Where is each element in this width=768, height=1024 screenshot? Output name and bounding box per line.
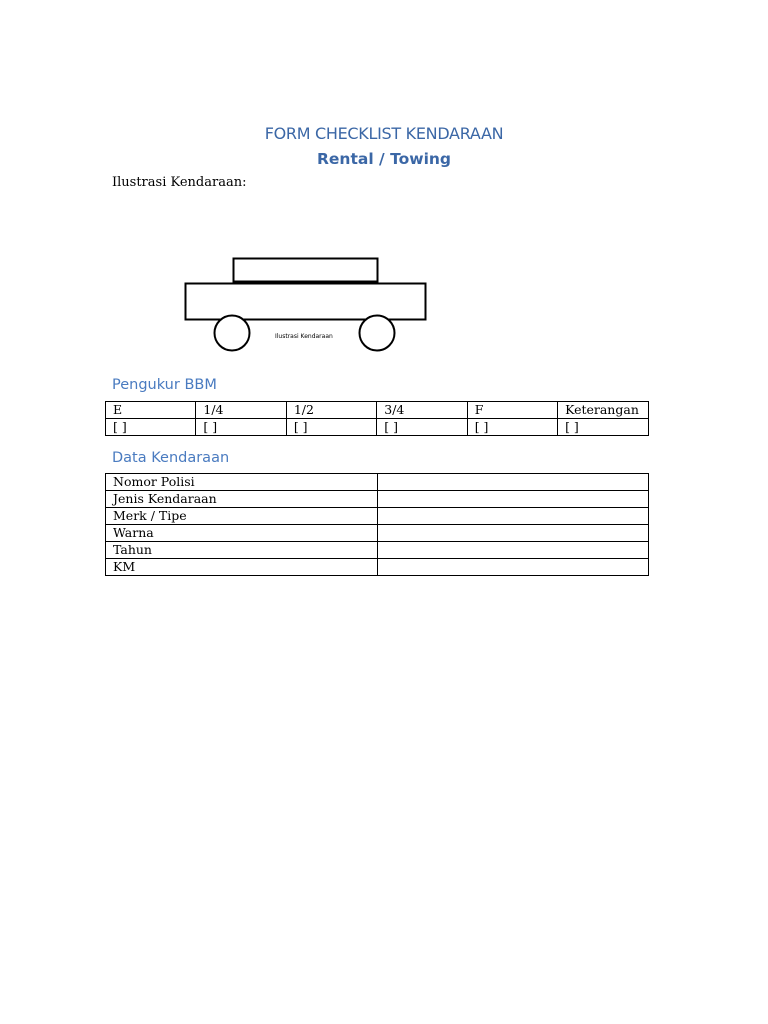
- field-value-km[interactable]: [377, 559, 648, 576]
- field-label-vehicle-type: Jenis Kendaraan: [106, 491, 378, 508]
- fuel-header-e: E: [106, 402, 196, 419]
- fuel-checkbox-notes[interactable]: [ ]: [558, 419, 649, 436]
- vehicle-wheel-rear: [360, 316, 395, 351]
- illustration-label: Ilustrasi Kendaraan:: [112, 175, 247, 190]
- field-value-color[interactable]: [377, 525, 648, 542]
- table-row: [106, 491, 649, 508]
- field-value-brand-model[interactable]: [377, 508, 648, 525]
- field-label-color: Warna: [106, 525, 378, 542]
- fuel-checkbox-quarter[interactable]: [ ]: [196, 419, 286, 436]
- vehicle-wheel-front: [215, 316, 250, 351]
- fuel-gauge-heading: Pengukur BBM: [112, 377, 217, 393]
- table-row: [106, 402, 649, 419]
- fuel-checkbox-e[interactable]: [ ]: [106, 419, 196, 436]
- form-subtitle: Rental / Towing: [316, 150, 452, 168]
- table-row: [106, 508, 649, 525]
- fuel-checkbox-three-quarter[interactable]: [ ]: [377, 419, 467, 436]
- fuel-header-half: 1/2: [286, 402, 376, 419]
- field-label-km: KM: [106, 559, 378, 576]
- field-label-brand-model: Merk / Tipe: [106, 508, 378, 525]
- vehicle-data-heading: Data Kendaraan: [112, 450, 230, 466]
- field-label-year: Tahun: [106, 542, 378, 559]
- fuel-gauge-table: [105, 401, 649, 436]
- fuel-header-three-quarter: 3/4: [377, 402, 467, 419]
- table-row: [106, 559, 649, 576]
- illustration-caption: Ilustrasi Kendaraan: [275, 333, 333, 340]
- vehicle-body: [186, 284, 426, 320]
- form-title: FORM CHECKLIST KENDARAAN: [264, 124, 504, 143]
- field-value-year[interactable]: [377, 542, 648, 559]
- field-value-vehicle-type[interactable]: [377, 491, 648, 508]
- fuel-checkbox-full[interactable]: [ ]: [467, 419, 557, 436]
- vehicle-cabin: [234, 259, 378, 282]
- vehicle-data-table: [105, 473, 649, 576]
- fuel-header-notes: Keterangan: [558, 402, 649, 419]
- field-value-plate-number[interactable]: [377, 474, 648, 491]
- table-row: [106, 419, 649, 436]
- table-row: [106, 525, 649, 542]
- table-row: [106, 542, 649, 559]
- fuel-header-quarter: 1/4: [196, 402, 286, 419]
- table-row: [106, 474, 649, 491]
- field-label-plate-number: Nomor Polisi: [106, 474, 378, 491]
- vehicle-illustration: [180, 252, 432, 356]
- fuel-checkbox-half[interactable]: [ ]: [286, 419, 376, 436]
- fuel-header-full: F: [467, 402, 557, 419]
